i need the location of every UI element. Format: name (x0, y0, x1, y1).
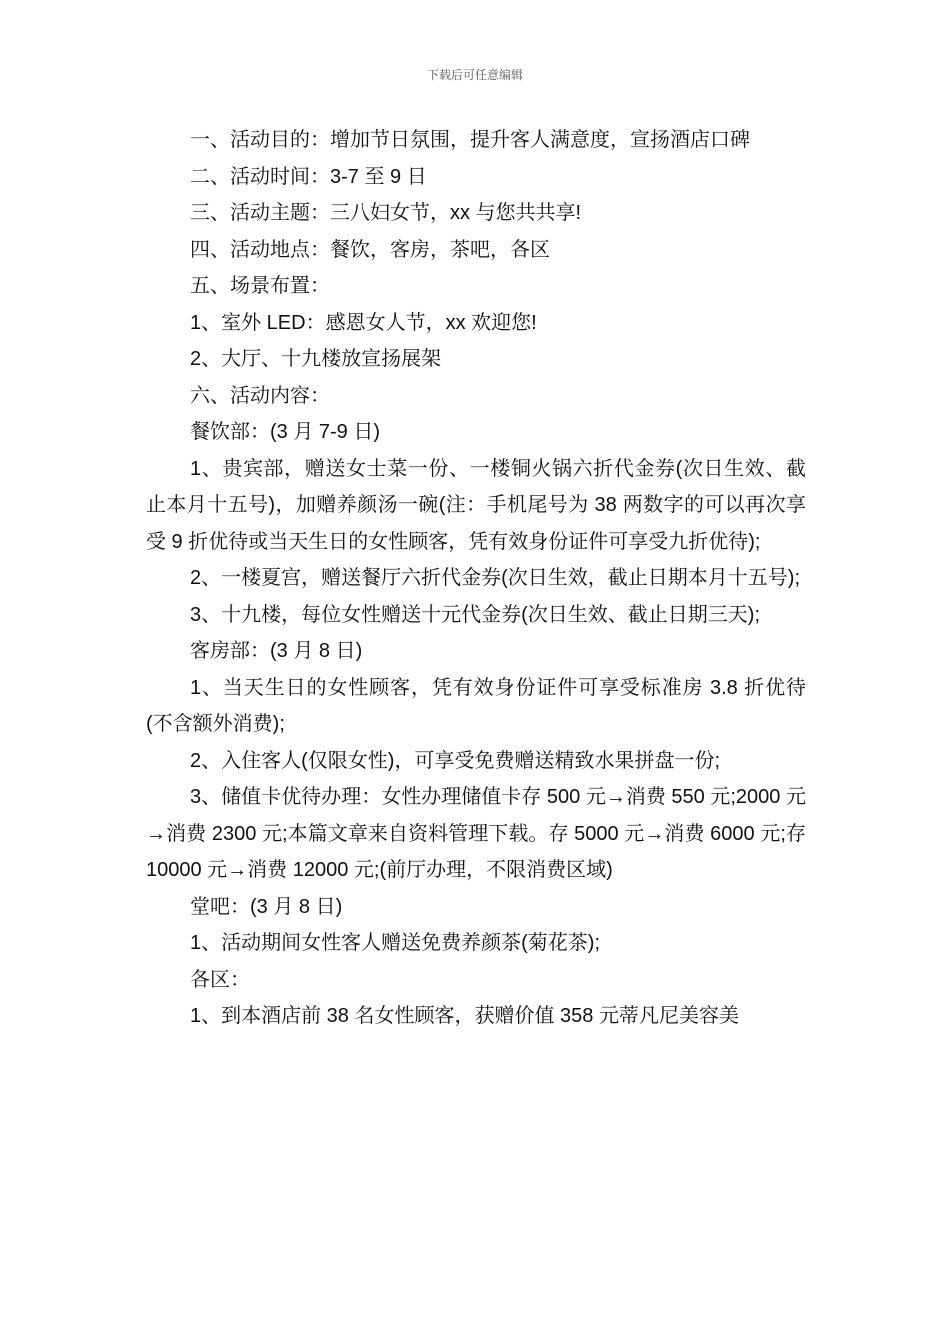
paragraph-time: 二、活动时间：3-7 至 9 日 (190, 165, 427, 188)
paragraph-theme: 三、活动主题：三八妇女节，xx 与您共共享! (190, 202, 582, 224)
paragraph-bar-item-1: 1、活动期间女性客人赠送免费养颜茶(菊花茶); (190, 932, 600, 954)
paragraph-catering-item-3: 3、十九楼，每位女性赠送十元代金券(次日生效、截止日期三天); (190, 603, 760, 626)
document-body (146, 122, 806, 1035)
paragraph-bar-heading: 堂吧：(3 月 8 日) (190, 895, 343, 918)
paragraph-areas-heading: 各区： (190, 968, 250, 991)
page-header-note: 下载后可任意编辑 (426, 68, 523, 82)
paragraph-rooms-item-3: 3、储值卡优待办理：女性办理储值卡存 500 元→消费 550 元;2000 元→消费 2300 元;本篇文章来自资料管理下载。存 5000 元→消费 6000 元;存 10000 元→消费 12000 元;(前厅办理，不限消费区域) (146, 786, 806, 881)
paragraph-purpose: 一、活动目的：增加节日氛围，提升客人满意度，宣扬酒店口碑 (190, 129, 750, 151)
paragraph-location: 四、活动地点：餐饮，客房，茶吧，各区 (190, 238, 550, 261)
paragraph-catering-heading: 餐饮部：(3 月 7-9 日) (190, 421, 381, 443)
paragraph-areas-item-1: 1、到本酒店前 38 名女性顾客，获赠价值 358 元蒂凡尼美容美 (190, 1005, 739, 1027)
paragraph-scene-heading: 五、场景布置： (190, 275, 330, 297)
paragraph-rooms-item-1: 1、当天生日的女性顾客，凭有效身份证件可享受标准房 3.8 折优待(不含额外消费); (146, 676, 806, 735)
paragraph-scene-display: 2、大厅、十九楼放宣扬展架 (190, 348, 442, 370)
paragraph-rooms-item-2: 2、入住客人(仅限女性)，可享受免费赠送精致水果拼盘一份; (190, 749, 720, 772)
paragraph-catering-item-2: 2、一楼夏宫，赠送餐厅六折代金券(次日生效，截止日期本月十五号); (190, 567, 800, 589)
paragraph-scene-led: 1、室外 LED：感恩女人节，xx 欢迎您! (190, 311, 537, 334)
paragraph-rooms-heading: 客房部：(3 月 8 日) (190, 640, 363, 662)
paragraph-content-heading: 六、活动内容： (190, 384, 330, 407)
paragraph-catering-item-1: 1、贵宾部，赠送女士菜一份、一楼铜火锅六折代金券(次日生效、截止本月十五号)，加赠养颜汤一碗(注：手机尾号为 38 两数字的可以再次享受 9 折优待或当天生日的女性顾客，凭有效身份证件可享受九折优待); (146, 457, 806, 553)
